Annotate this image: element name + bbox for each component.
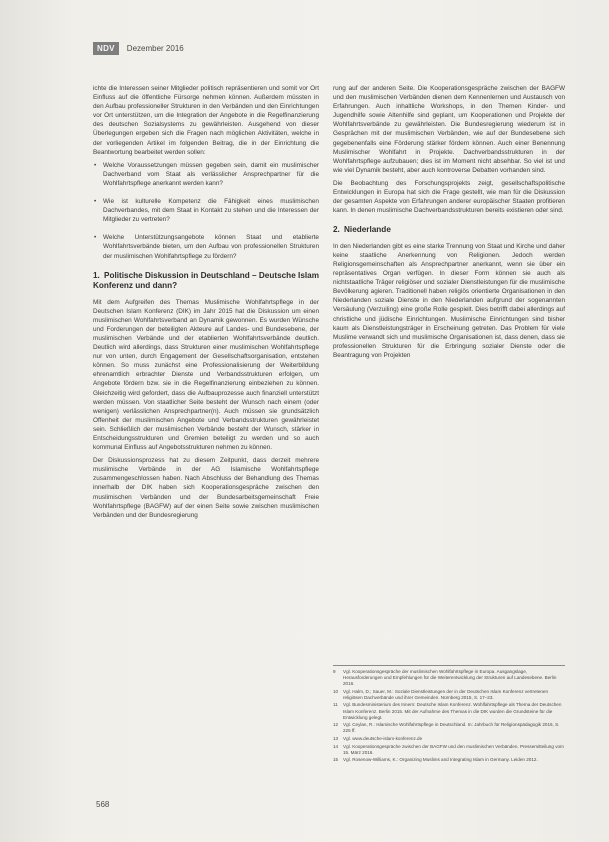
body-paragraph: rung auf der anderen Seite. Die Kooperationsgespräche zwischen der BAGFW und den muslimischen Verbänden dienen dem Kennenlernen und Austausch von Erfahrungen. Auch inhaltliche Workshops, in den Themen Kinder- und Jugendhilfe sowie Altenhilfe sind geplant, um Kooperationen und Projekte der Wohlfahrtsverbände zu gewährleisten. Die Bundesregierung wiederum ist in Gesprächen mit der muslimischen Verbänden, wie auf der Bundesebene sich gegebenenfalls eine Förderung stärker fördern können. Auch einer Benennung Muslimischer Wohlfahrt in Projekte. Dachverbandsstrukturen in der Wohlfahrtspflege aufzubauen; dies ist im Moment nicht absehbar. So viel ist und wie viel Dynamik besteht, aber auch kontroverse Debatten vorhanden sind.: [333, 85, 565, 174]
footnote-number: 11: [333, 702, 338, 708]
body-paragraph: Die Beobachtung des Forschungsprojekts zeigt, gesellschaftspolitische Entwicklungen in Europa hat sich die Frage gestellt, wie man für die Diskussion der gesamten Aspekte von Erfahrungen anderer europäischer Staaten profitieren kann. In denen muslimische Dachverbandsstrukturen bereits existieren oder sind.: [333, 179, 565, 215]
question-item: • Welche Unterstützungsangebote können Staat und etablierte Wohlfahrtsverbände bieten, um den Aufbau von professionellen Strukturen der muslimischen Wohlfahrtspflege zu fördern?: [93, 233, 319, 260]
footnote: [333, 736, 565, 742]
issue-date: Dezember 2016: [126, 43, 184, 53]
footnote-text: Vgl. Ceylan, R.: Islamische Wohlfahrtspflege in Deutschland. In: Jahrbuch für Religionspädagogik 2016, S. 225 ff.: [343, 722, 560, 734]
footnote-text: Vgl. Rosenow-Williams, K.: Organizing Muslims and Integrating Islam in Germany. Leiden 2012.: [343, 757, 538, 763]
intro-paragraph: ichte die Interessen seiner Mitglieder politisch repräsentieren und somit vor Ort Einfluss auf die öffentliche Fürsorge nehmen können. Außerdem müssten in den Aufbau professioneller Strukturen in den Verbänden und den Einrichtungen vor Ort unterstützen, um die Integration der Angebote in die Regelfinanzierung des deutschen Sozialsystems zu gewährleisten. Ausgehend von dieser Überlegungen ergeben sich die Fragen nach möglichen Aktivitäten, welche in der vorliegenden Artikel im folgenden Beitrag, die in der Einrichtung die Beantwortung bearbeitet werden sollen:: [93, 85, 319, 156]
footnote-text: Vgl. Kooperationsgespräche zwischen der BAGFW und den muslimischen Verbänden. Pressemitteilung vom 15. März 2016.: [343, 743, 564, 755]
section-heading-1: [93, 271, 319, 292]
footnote-text: Vgl. Halm, D.; Sauer, M.: Soziale Dienstleistungen der in der Deutschen Islam Konferenz vertretenen religiösen Dachverbände und ihrer Gemeinden. Nürnberg 2015, S. 17–23.: [343, 688, 549, 700]
footnote-number: 9: [333, 669, 336, 674]
footnote-number: 13: [333, 735, 339, 741]
footnote-number: 14: [333, 743, 339, 749]
question-list: [93, 161, 319, 261]
footnote: [333, 722, 565, 734]
footnote-text: Vgl. Bundesministerium des Innern: Deutsche Islam Konferenz. Wohlfahrtspflege als Thema der Deutschen Islam Konferenz. Berlin 2015. Mit der Aufnahme des Themas in die DIK wurden die Grundsteine für die Entwicklung gelegt.: [343, 702, 562, 720]
footnote-text: Vgl. Kooperationsgespräche der muslimischen Wohlfahrtspflege in Europa. Ausgangslage, Herausforderungen und Empfehlungen für die Weiterentwicklung der Strukturen auf Landesebene. Berlin 2016.: [343, 669, 557, 687]
footnote: [333, 689, 565, 701]
question-item: • Wie ist kulturelle Kompetenz die Fähigkeit eines muslimischen Dachverbandes, mit dem Staat in Kontakt zu stehen und die Interessen der Mitglieder zu vertreten?: [93, 197, 319, 224]
section-heading-2: [333, 225, 565, 236]
footnote: [333, 669, 565, 687]
body-paragraph: In den Niederlanden gibt es eine starke Trennung von Staat und Kirche und daher keine staatliche Anerkennung von Religionen. Jedoch werden Religionsgemeinschaften als Ansprechpartner anerkannt, wenn sie über ein repräsentatives Organ verfügen. In dieser Form können sie auch als nichtstaatliche Träger religiöser und sozialer Dienstleistungen für die muslimische Bevölkerung agieren. Traditionell haben religiös orientierte Organisationen in den Niederlanden soziale Dienste in den Niederlanden aufgrund der sogenannten Versäulung (Verzuiling) eine große Rolle gespielt. Dies betrifft dabei allerdings auf christliche und jüdische Einrichtungen. Muslimische Einrichtungen sind bisher kaum als Dienstleistungsträger in Erscheinung getreten. Das Problem für viele Muslime verwandt sich und muslimische Organisationen ist, dass denen, dass sie professionellen Strukturen für die Erbringung sozialer Dienste oder die Beantragung von Projekten: [333, 242, 565, 359]
page-header: [93, 41, 184, 55]
left-column: [93, 84, 319, 524]
section-number: 1.: [93, 270, 100, 280]
section-number: 2.: [333, 225, 340, 235]
footnote-number: 15: [333, 757, 339, 763]
body-paragraph: Der Diskussionsprozess hat zu diesem Zeitpunkt, dass derzeit mehrere muslimische Verbände in der AG Islamische Wohlfahrtspflege zusammengeschlossen haben. Nach Abschluss der Behandlung des Themas innerhalb der DIK haben sich Kooperationsgespräche zwischen den muslimischen Verbänden und der Bundesarbeitsgemeinschaft Freie Wohlfahrtspflege (BAGFW) auf der einen Seite sowie zwischen muslimischen Verbänden und der Bundesregierung: [93, 457, 319, 519]
question-item: • Welche Voraussetzungen müssen gegeben sein, damit ein muslimischer Dachverband vom Staat als verlässlicher Ansprechpartner für die Wohlfahrtspflege anerkannt werden kann?: [93, 161, 319, 188]
footnote-text: Vgl. www.deutsche-islam-konferenz.de: [343, 735, 423, 741]
journal-badge: NDV: [93, 42, 119, 55]
footnotes: [333, 665, 565, 765]
footnote-number: 12: [333, 722, 339, 728]
body-paragraph: Mit dem Aufgreifen des Themas Muslimische Wohlfahrtspflege in der Deutschen Islam Konferenz (DIK) im Jahr 2015 hat die Diskussion um einen muslimischen Wohlfahrtsverband an Dynamik gewonnen. Es wurden Wünsche und Forderungen der beteiligten Akteure auf Landes- und Bundesebene, der muslimischen Verbände und der etablierten Wohlfahrtsverbände deutlich. Deutlich wird allerdings, dass Strukturen einer muslimischen Wohlfahrtspflege nur von unten, durch Engagement der Gesellschaftsorganisation, entstehen können. So muss zunächst eine Professionalisierung der Weiterbildung ehrenamtlich erbrachter Dienste und Verbandsstrukturen erfolgen, um Angebote fördern bzw. sie in die Regelfinanzierung einbeziehen zu können. Gleichzeitig wird gefordert, dass die Aufbauprozesse auch finanziell unterstützt werden müssen. Von staatlicher Seite besteht der Wunsch nach einem (oder wenigen) verlässlichen Ansprechpartner(n). Auch müssen sie grundsätzlich Offenheit der muslimischen Angebote und Verbandsstrukturen gewährleistet sein. Schließlich der muslimischen Verbände besteht der Wunsch, stärker in Entscheidungsstrukturen und Gremien beteiligt zu werden und so auch kommunal Einfluss auf Angebotsstrukturen nehmen zu können.: [93, 298, 319, 452]
right-column: [333, 84, 565, 364]
page-number: 568: [96, 800, 110, 809]
footnote-number: 10: [333, 688, 339, 694]
footnote: [333, 757, 565, 763]
footnote: [333, 702, 565, 720]
section-title: Politische Diskussion in Deutschland – Deutsche Islam Konferenz und dann?: [93, 270, 319, 291]
section-title: Niederlande: [344, 225, 391, 235]
footnote: [333, 744, 565, 756]
